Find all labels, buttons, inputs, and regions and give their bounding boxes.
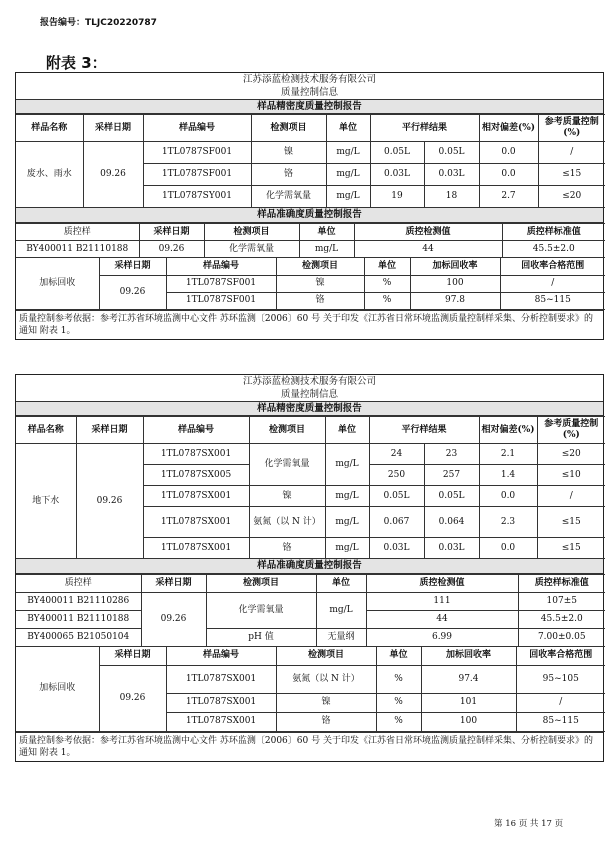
cell-r1: 19 xyxy=(370,186,424,208)
sample-name: 废水、雨水 xyxy=(16,142,83,208)
cell-ref: / xyxy=(537,486,605,507)
th-unit: 单位 xyxy=(299,224,354,241)
cell-unit: mg/L xyxy=(326,142,370,164)
table-row xyxy=(16,665,605,693)
th-unit: 单位 xyxy=(325,417,369,444)
cell-item: 化学需氧量 xyxy=(249,444,325,486)
cell-r1: 0.03L xyxy=(369,538,424,559)
cell-item: 镍 xyxy=(276,693,376,712)
cell-value: 44 xyxy=(366,611,518,629)
cell-date: 09.26 xyxy=(141,593,206,647)
cell-r1: 0.05L xyxy=(370,142,424,164)
cell-code: 1TL0787SF001 xyxy=(166,292,276,309)
cell-rate: 97.4 xyxy=(421,665,516,693)
cell-item: 化学需氧量 xyxy=(206,593,316,629)
company-name: 江苏添蓝检测技术服务有限公司 xyxy=(242,376,376,387)
cell-item: 化学需氧量 xyxy=(204,241,299,258)
th-code: 样品编号 xyxy=(166,647,276,665)
cell-r1: 0.03L xyxy=(370,164,424,186)
block-title xyxy=(16,375,603,402)
th-qc-value: 质控检测值 xyxy=(366,575,518,593)
cell-value: 111 xyxy=(366,593,518,611)
th-date: 采样日期 xyxy=(139,224,204,241)
cell-item: 镍 xyxy=(249,486,325,507)
cell-rate: 97.8 xyxy=(410,292,500,309)
cell-r2: 0.05L xyxy=(424,486,479,507)
th-item: 检测项目 xyxy=(276,258,364,275)
cell-code: 1TL0787SX001 xyxy=(143,486,249,507)
sample-date: 09.26 xyxy=(83,142,143,208)
cell-code: 1TL0787SX001 xyxy=(143,538,249,559)
cell-std: 45.5±2.0 xyxy=(518,611,605,629)
th-reference: 参考质量控制(%) xyxy=(537,417,605,444)
precision-band: 样品精密度质量控制报告 xyxy=(16,100,603,114)
accuracy-band: 样品准确度质量控制报告 xyxy=(16,208,603,223)
cell-code: 1TL0787SX005 xyxy=(143,465,249,486)
th-sample-name: 样品名称 xyxy=(16,417,76,444)
th-unit: 单位 xyxy=(376,647,421,665)
qc-block-2 xyxy=(15,374,604,762)
cell-range: / xyxy=(516,693,605,712)
table-row xyxy=(16,275,605,292)
appendix-title: 附表 3： xyxy=(46,54,107,72)
th-parallel: 平行样结果 xyxy=(370,115,479,142)
table-row xyxy=(16,241,605,258)
cell-dev: 2.1 xyxy=(479,444,537,465)
precision-table-2 xyxy=(16,416,605,559)
cell-dev: 1.4 xyxy=(479,465,537,486)
th-date: 采样日期 xyxy=(83,115,143,142)
cell-unit: % xyxy=(364,292,410,309)
cell-code: 1TL0787SX001 xyxy=(166,665,276,693)
qc-block-1 xyxy=(15,72,604,340)
cell-unit: 无量纲 xyxy=(316,629,366,647)
block-title xyxy=(16,73,603,100)
th-reference: 参考质量控制(%) xyxy=(538,115,605,142)
cell-ref: ≤15 xyxy=(537,538,605,559)
cell-r2: 0.03L xyxy=(424,538,479,559)
cell-code: 1TL0787SY001 xyxy=(143,186,251,208)
cell-dev: 0.0 xyxy=(479,164,538,186)
accuracy-band: 样品准确度质量控制报告 xyxy=(16,559,603,574)
cell-item: 氨氮（以 N 计） xyxy=(249,507,325,538)
cell-r1: 24 xyxy=(369,444,424,465)
qc-info-title: 质量控制信息 xyxy=(280,389,338,400)
cell-ref: ≤10 xyxy=(537,465,605,486)
cell-ref: ≤20 xyxy=(538,186,605,208)
cell-item: 铬 xyxy=(276,712,376,731)
cell-unit: mg/L xyxy=(325,444,369,486)
th-code: 样品编号 xyxy=(143,115,251,142)
cell-ref: / xyxy=(538,142,605,164)
cell-code: 1TL0787SF001 xyxy=(166,275,276,292)
sample-date: 09.26 xyxy=(76,444,143,559)
cell-unit: % xyxy=(376,693,421,712)
th-code: 样品编号 xyxy=(166,258,276,275)
th-unit: 单位 xyxy=(316,575,366,593)
th-deviation: 相对偏差(%) xyxy=(479,115,538,142)
table-row xyxy=(16,629,605,647)
cell-code: 1TL0787SF001 xyxy=(143,164,251,186)
cell-code: 1TL0787SX001 xyxy=(166,712,276,731)
accuracy-table-1 xyxy=(16,223,605,258)
th-qc-std: 质控样标准值 xyxy=(502,224,605,241)
cell-dev: 0.0 xyxy=(479,486,537,507)
cell-ref: ≤15 xyxy=(538,164,605,186)
th-rate: 加标回收率 xyxy=(421,647,516,665)
cell-unit: mg/L xyxy=(325,486,369,507)
cell-unit: % xyxy=(376,665,421,693)
cell-unit: mg/L xyxy=(325,507,369,538)
cell-range: / xyxy=(500,275,605,292)
cell-rate: 101 xyxy=(421,693,516,712)
cell-item: 镍 xyxy=(276,275,364,292)
cell-r1: 0.05L xyxy=(369,486,424,507)
spike-date: 09.26 xyxy=(99,665,166,731)
cell-unit: mg/L xyxy=(326,164,370,186)
th-date: 采样日期 xyxy=(141,575,206,593)
cell-range: 85~115 xyxy=(516,712,605,731)
th-code: 样品编号 xyxy=(143,417,249,444)
cell-item: 铬 xyxy=(276,292,364,309)
cell-unit: mg/L xyxy=(325,538,369,559)
th-deviation: 相对偏差(%) xyxy=(479,417,537,444)
th-date: 采样日期 xyxy=(76,417,143,444)
qc-notes: 质量控制参考依据：参考江苏省环境监测中心文件 苏环监测〔2006〕60 号 关于印发《江苏省日常环境监测质量控制样采集、分析控制要求》的通知 附表 1。 xyxy=(16,732,603,761)
th-date: 采样日期 xyxy=(99,258,166,275)
cell-dev: 0.0 xyxy=(479,142,538,164)
th-qc-value: 质控检测值 xyxy=(354,224,502,241)
cell-range: 85~115 xyxy=(500,292,605,309)
cell-code: 1TL0787SX001 xyxy=(143,507,249,538)
cell-r2: 0.064 xyxy=(424,507,479,538)
cell-ref: ≤15 xyxy=(537,507,605,538)
qc-notes: 质量控制参考依据：参考江苏省环境监测中心文件 苏环监测〔2006〕60 号 关于印发《江苏省日常环境监测质量控制样采集、分析控制要求》的通知 附表 1。 xyxy=(16,310,603,339)
th-range: 回收率合格范围 xyxy=(516,647,605,665)
accuracy-table-2 xyxy=(16,574,605,647)
qc-info-title: 质量控制信息 xyxy=(280,87,338,98)
th-unit: 单位 xyxy=(326,115,370,142)
page-footer: 第 16 页 共 17 页 xyxy=(494,819,564,829)
th-item: 检测项目 xyxy=(249,417,325,444)
cell-value: 6.99 xyxy=(366,629,518,647)
cell-rate: 100 xyxy=(410,275,500,292)
th-rate: 加标回收率 xyxy=(410,258,500,275)
spike-label: 加标回收 xyxy=(16,647,99,731)
th-item: 检测项目 xyxy=(206,575,316,593)
spike-table-1 xyxy=(16,258,605,310)
cell-unit: mg/L xyxy=(299,241,354,258)
th-unit: 单位 xyxy=(364,258,410,275)
cell-r2: 23 xyxy=(424,444,479,465)
cell-qc: BY400065 B21050104 xyxy=(16,629,141,647)
cell-range: 95~105 xyxy=(516,665,605,693)
report-number: 报告编号：TLJC20220787 xyxy=(40,18,157,28)
cell-item: 镍 xyxy=(251,142,326,164)
cell-code: 1TL0787SF001 xyxy=(143,142,251,164)
th-qc-std: 质控样标准值 xyxy=(518,575,605,593)
cell-r2: 0.05L xyxy=(424,142,479,164)
th-item: 检测项目 xyxy=(251,115,326,142)
cell-dev: 2.7 xyxy=(479,186,538,208)
th-qc: 质控样 xyxy=(16,224,139,241)
cell-qc: BY400011 B21110188 xyxy=(16,611,141,629)
th-sample-name: 样品名称 xyxy=(16,115,83,142)
cell-date: 09.26 xyxy=(139,241,204,258)
cell-item: 铬 xyxy=(249,538,325,559)
cell-dev: 0.0 xyxy=(479,538,537,559)
precision-band: 样品精密度质量控制报告 xyxy=(16,402,603,416)
cell-std: 45.5±2.0 xyxy=(502,241,605,258)
cell-item: 铬 xyxy=(251,164,326,186)
cell-std: 107±5 xyxy=(518,593,605,611)
sample-name: 地下水 xyxy=(16,444,76,559)
cell-unit: % xyxy=(364,275,410,292)
table-row xyxy=(16,593,605,611)
cell-code: 1TL0787SX001 xyxy=(143,444,249,465)
cell-r1: 250 xyxy=(369,465,424,486)
cell-rate: 100 xyxy=(421,712,516,731)
th-date: 采样日期 xyxy=(99,647,166,665)
cell-ref: ≤20 xyxy=(537,444,605,465)
cell-code: 1TL0787SX001 xyxy=(166,693,276,712)
cell-qc: BY400011 B21110188 xyxy=(16,241,139,258)
cell-r2: 18 xyxy=(424,186,479,208)
cell-qc: BY400011 B21110286 xyxy=(16,593,141,611)
cell-std: 7.00±0.05 xyxy=(518,629,605,647)
cell-r1: 0.067 xyxy=(369,507,424,538)
cell-item: 化学需氧量 xyxy=(251,186,326,208)
th-range: 回收率合格范围 xyxy=(500,258,605,275)
spike-label: 加标回收 xyxy=(16,258,99,309)
cell-r2: 257 xyxy=(424,465,479,486)
company-name: 江苏添蓝检测技术服务有限公司 xyxy=(242,74,376,85)
th-item: 检测项目 xyxy=(276,647,376,665)
spike-date: 09.26 xyxy=(99,275,166,309)
cell-value: 44 xyxy=(354,241,502,258)
th-qc: 质控样 xyxy=(16,575,141,593)
table-row xyxy=(16,444,605,465)
th-parallel: 平行样结果 xyxy=(369,417,479,444)
table-row xyxy=(16,142,605,164)
spike-table-2 xyxy=(16,647,605,732)
cell-r2: 0.03L xyxy=(424,164,479,186)
cell-unit: mg/L xyxy=(326,186,370,208)
th-item: 检测项目 xyxy=(204,224,299,241)
cell-item: pH 值 xyxy=(206,629,316,647)
cell-unit: mg/L xyxy=(316,593,366,629)
cell-item: 氨氮（以 N 计） xyxy=(276,665,376,693)
precision-table-1 xyxy=(16,114,605,208)
cell-unit: % xyxy=(376,712,421,731)
cell-dev: 2.3 xyxy=(479,507,537,538)
